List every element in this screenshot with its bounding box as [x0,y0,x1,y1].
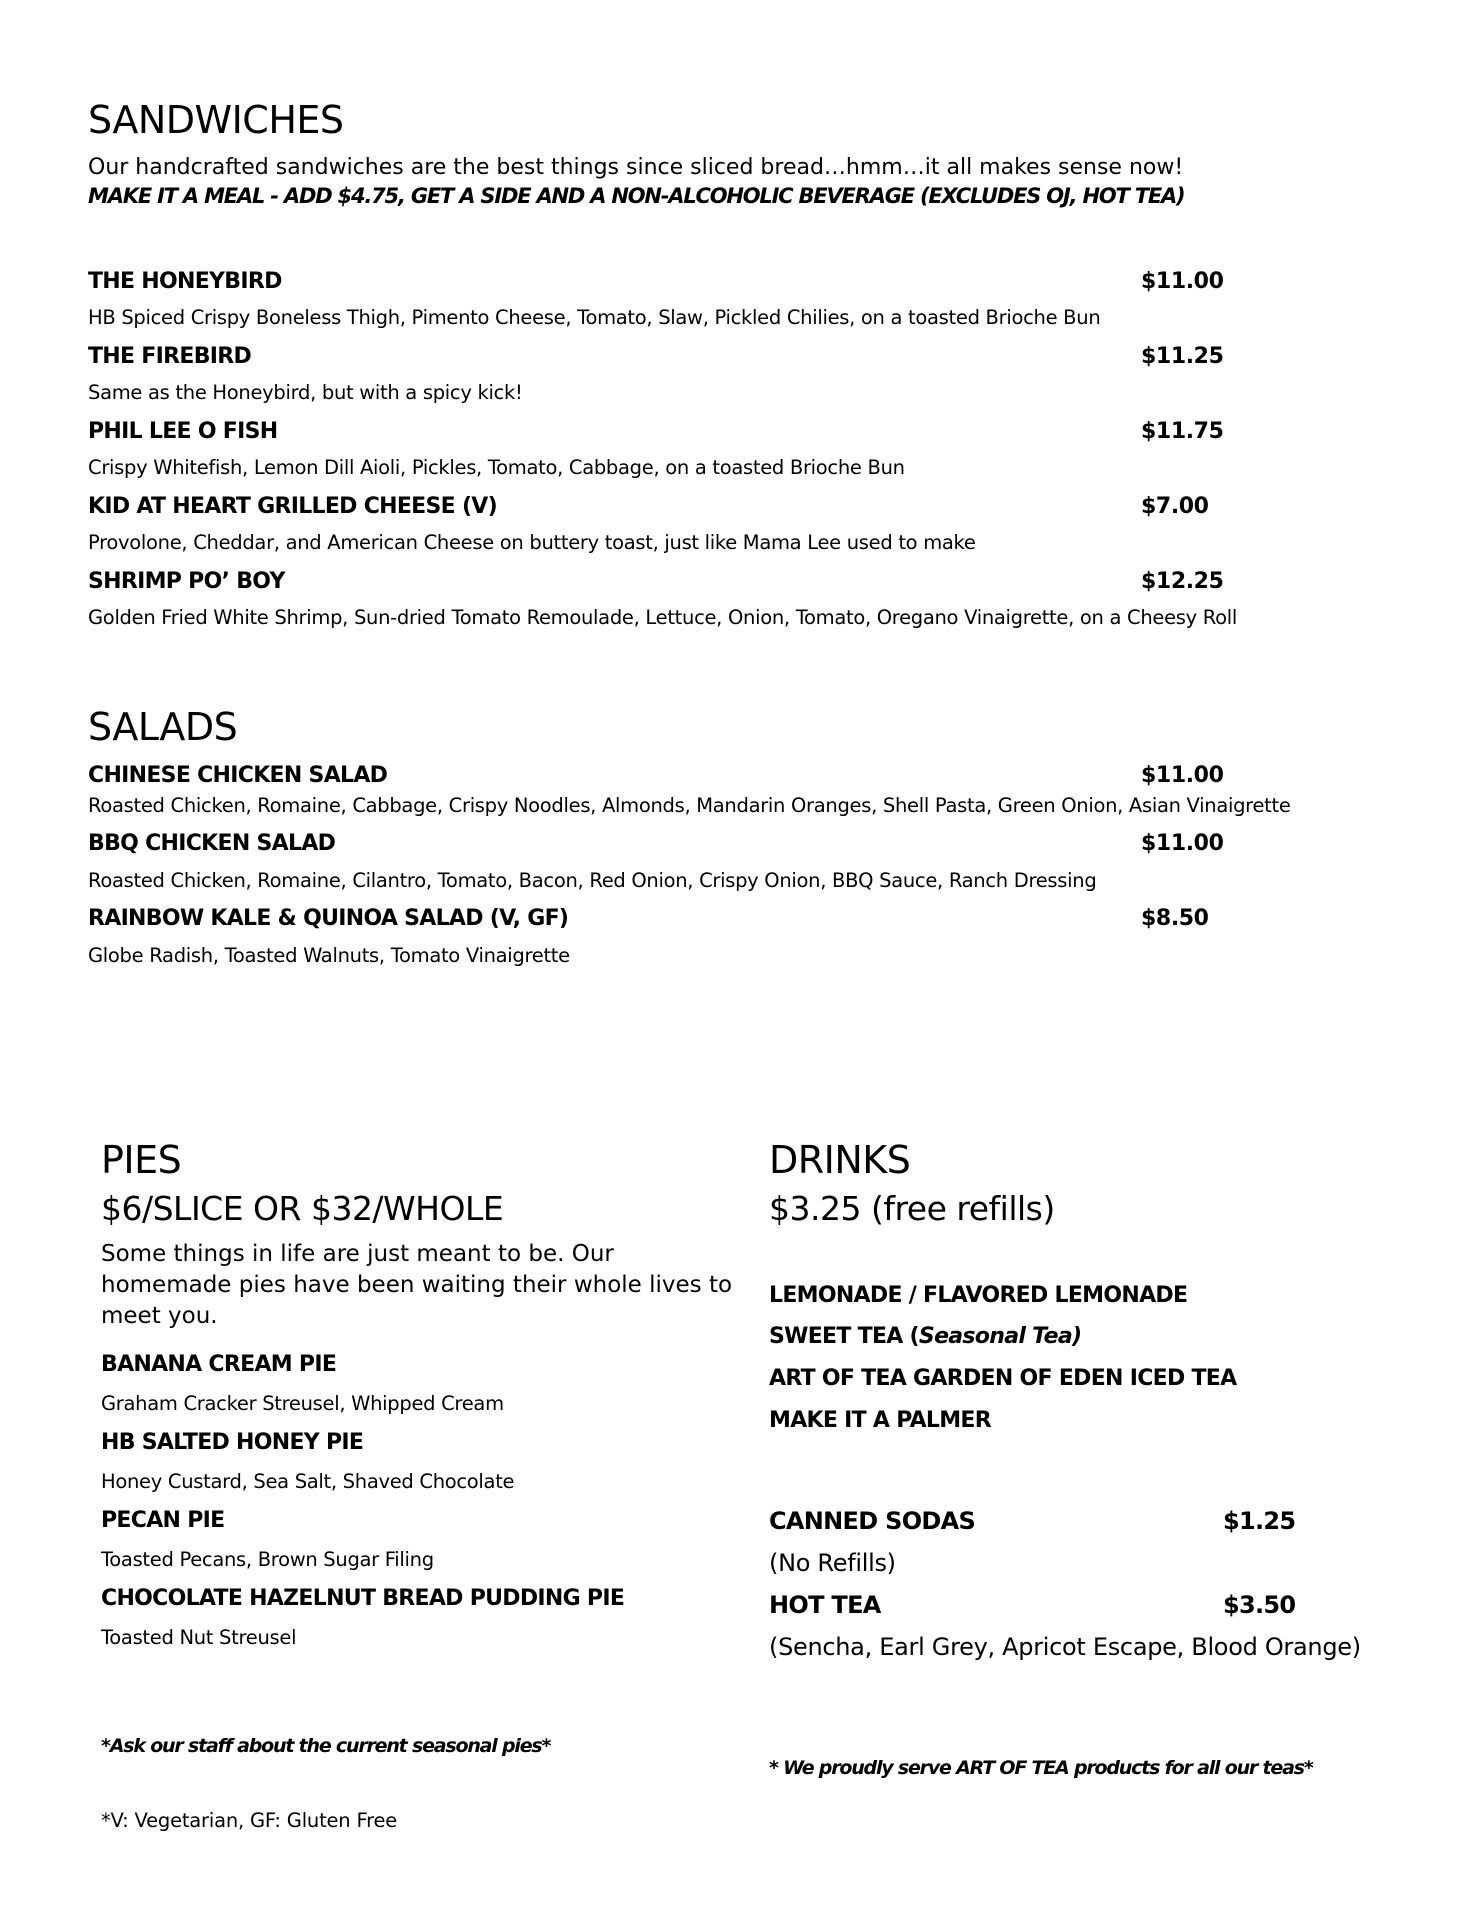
menu-item-name: THE HONEYBIRD [88,269,282,294]
canned-sodas-note: (No Refills) [769,1549,896,1577]
menu-item-desc: Provolone, Cheddar, and American Cheese on buttery toast, just like Mama Lee used to make [88,531,976,554]
drinks-heading: DRINKS [769,1138,911,1182]
pies-price-line: $6/SLICE OR $32/WHOLE [101,1189,504,1228]
menu-item-name: BBQ CHICKEN SALAD [88,831,336,856]
pie-name: PECAN PIE [101,1508,225,1533]
menu-item-desc: Golden Fried White Shrimp, Sun-dried Tomato Remoulade, Lettuce, Onion, Tomato, Oregano Vinaigrette, on a Cheesy Roll [88,606,1238,629]
menu-item-price: $7.00 [1141,494,1209,519]
pie-name: CHOCOLATE HAZELNUT BREAD PUDDING PIE [101,1586,625,1611]
canned-sodas-price: $1.25 [1223,1507,1296,1535]
menu-item-price: $8.50 [1141,906,1209,931]
art-of-tea-note: * We proudly serve ART OF TEA products for all our teas* [769,1757,1313,1779]
meal-note: MAKE IT A MEAL - ADD $4.75, GET A SIDE AND A NON-ALCOHOLIC BEVERAGE (EXCLUDES OJ, HOT TEA) [88,184,1185,208]
pie-desc: Honey Custard, Sea Salt, Shaved Chocolate [101,1470,515,1493]
menu-item-desc: HB Spiced Crispy Boneless Thigh, Pimento Cheese, Tomato, Slaw, Pickled Chilies, on a toasted Brioche Bun [88,306,1101,329]
menu-item-desc: Globe Radish, Toasted Walnuts, Tomato Vinaigrette [88,944,570,967]
sandwiches-heading: SANDWICHES [88,98,344,142]
drink-name: LEMONADE / FLAVORED LEMONADE [769,1283,1188,1308]
pie-name: HB SALTED HONEY PIE [101,1430,364,1455]
menu-item-name: RAINBOW KALE & QUINOA SALAD (V, GF) [88,906,569,931]
drinks-price-line: $3.25 (free refills) [769,1189,1055,1228]
menu-item-name: THE FIREBIRD [88,344,252,369]
menu-item-desc: Crispy Whitefish, Lemon Dill Aioli, Pickles, Tomato, Cabbage, on a toasted Brioche Bun [88,456,905,479]
hot-tea-name: HOT TEA [769,1591,881,1619]
menu-item-price: $11.25 [1141,344,1224,369]
menu-item-name: SHRIMP PO’ BOY [88,569,285,594]
menu-item-price: $12.25 [1141,569,1224,594]
hot-tea-note: (Sencha, Earl Grey, Apricot Escape, Blood Orange) [769,1633,1361,1661]
sandwiches-intro: Our handcrafted sandwiches are the best things since sliced bread…hmm…it all makes sense now! [88,155,1184,180]
drink-name: MAKE IT A PALMER [769,1408,992,1433]
menu-item-price: $11.00 [1141,269,1224,294]
hot-tea-price: $3.50 [1223,1591,1296,1619]
pies-heading: PIES [101,1138,182,1182]
menu-item-desc: Roasted Chicken, Romaine, Cilantro, Tomato, Bacon, Red Onion, Crispy Onion, BBQ Sauce, Ranch Dressing [88,869,1097,892]
menu-item-name: KID AT HEART GRILLED CHEESE (V) [88,494,497,519]
menu-item-desc: Roasted Chicken, Romaine, Cabbage, Crispy Noodles, Almonds, Mandarin Oranges, Shell Pasta, Green Onion, Asian Vinaigrette [88,794,1291,817]
seasonal-pies-note: *Ask our staff about the current seasonal pies* [101,1735,551,1757]
pie-name: BANANA CREAM PIE [101,1352,337,1377]
pies-intro: Some things in life are just meant to be. Our homemade pies have been waiting their whole lives to meet you. [101,1241,733,1329]
pie-desc: Graham Cracker Streusel, Whipped Cream [101,1392,504,1415]
canned-sodas-name: CANNED SODAS [769,1507,976,1535]
drink-name: SWEET TEA (Seasonal Tea) [769,1324,1082,1349]
pie-desc: Toasted Pecans, Brown Sugar Filing [101,1548,434,1571]
menu-item-name: CHINESE CHICKEN SALAD [88,763,388,788]
pie-desc: Toasted Nut Streusel [101,1626,297,1649]
menu-item-name: PHIL LEE O FISH [88,419,278,444]
menu-item-price: $11.00 [1141,763,1224,788]
dietary-footnote: *V: Vegetarian, GF: Gluten Free [101,1809,398,1832]
salads-heading: SALADS [88,705,238,749]
menu-item-desc: Same as the Honeybird, but with a spicy kick! [88,381,523,404]
drink-name: ART OF TEA GARDEN OF EDEN ICED TEA [769,1366,1237,1391]
menu-item-price: $11.00 [1141,831,1224,856]
menu-item-price: $11.75 [1141,419,1224,444]
